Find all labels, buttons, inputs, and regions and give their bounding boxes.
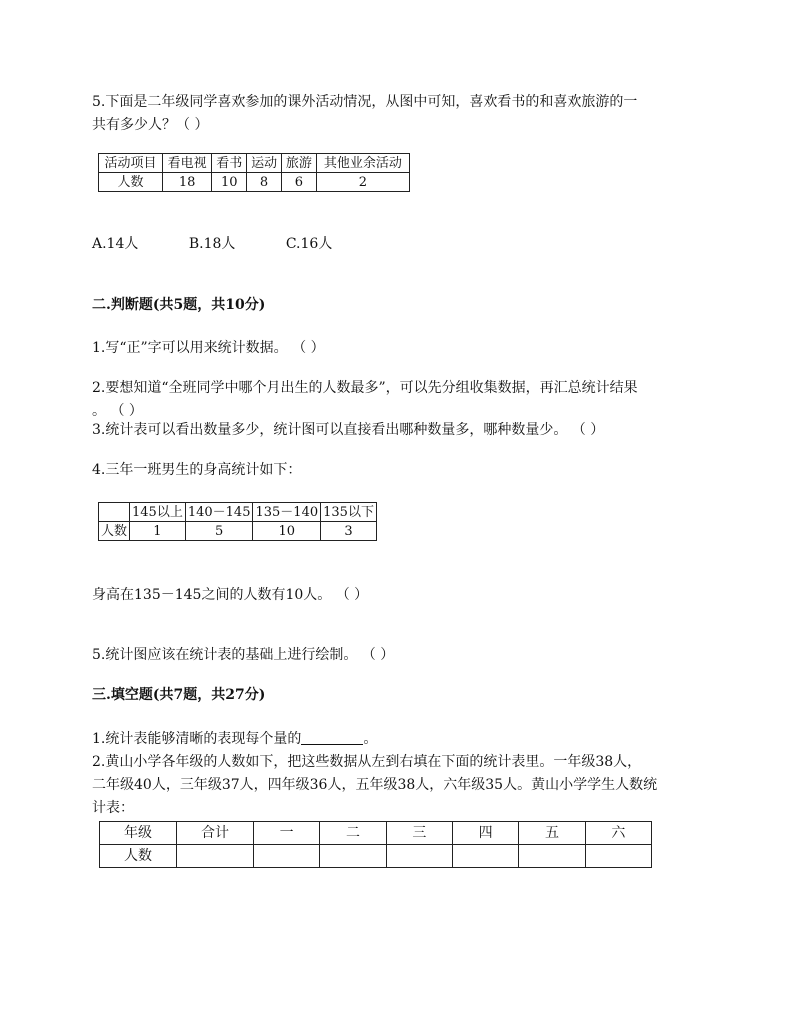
height-table: [98, 502, 377, 541]
judge-question-2: 2.要想知道“全班同学中哪个月出生的人数最多”，可以先分组收集数据，再汇总统计结果 。 （ ）: [92, 380, 638, 419]
answer-cell-grade-5[interactable]: [519, 845, 585, 868]
answer-cell-grade-2[interactable]: [320, 845, 386, 868]
fill-question-1: 1.统计表能够清晰的表现每个量的 。: [92, 731, 378, 747]
judge-question-4-intro: 4.三年一班男生的身高统计如下：: [92, 462, 302, 478]
option-a: A.14人: [92, 236, 139, 252]
judge-question-5: 5.统计图应该在统计表的基础上进行绘制。 （ ）: [92, 647, 395, 663]
option-c: C.16人: [285, 236, 333, 252]
fill-question-2: 2.黄山小学各年级的人数如下，把这些数据从左到右填在下面的统计表里。一年级38人， 二年级40人，三年级37人，四年级36人，五年级38人，六年级35人。黄山小学学生人数统 计表：: [92, 754, 658, 816]
judge-question-4-statement: 身高在135－145之间的人数有10人。 （ ）: [92, 587, 369, 603]
option-b: B.18人: [188, 236, 236, 252]
judge-question-1: 1.写“正”字可以用来统计数据。 （ ）: [92, 340, 325, 356]
table-row: 145以上 140－145 135－140 135以下: [99, 503, 377, 522]
answer-blank[interactable]: [301, 730, 363, 745]
table-row: 人数 18 10 8 6 2: [99, 173, 410, 192]
grade-table: [99, 821, 652, 868]
table-row: 人数 1 5 10 3: [99, 522, 377, 541]
table-row: 年级 合计 一 二 三 四 五 六: [100, 822, 652, 845]
answer-cell-grade-6[interactable]: [585, 845, 651, 868]
section-3-heading: 三.填空题(共7题，共27分): [92, 687, 266, 703]
answer-cell-total[interactable]: [177, 845, 254, 868]
table-row: 人数: [100, 845, 652, 868]
answer-cell-grade-4[interactable]: [452, 845, 518, 868]
answer-options: [92, 233, 378, 256]
section-2-heading: 二.判断题(共5题，共10分): [92, 297, 266, 313]
judge-question-3: 3.统计表可以看出数量多少，统计图可以直接看出哪种数量多，哪种数量少。 （ ）: [92, 422, 605, 438]
question-5-text: 5.下面是二年级同学喜欢参加的课外活动情况，从图中可知，喜欢看书的和喜欢旅游的一 共有多少人？（ ）: [92, 94, 638, 133]
answer-cell-grade-3[interactable]: [386, 845, 452, 868]
answer-cell-grade-1[interactable]: [254, 845, 320, 868]
activity-table: [98, 153, 410, 192]
table-row: 活动项目 看电视 看书 运动 旅游 其他业余活动: [99, 154, 410, 173]
